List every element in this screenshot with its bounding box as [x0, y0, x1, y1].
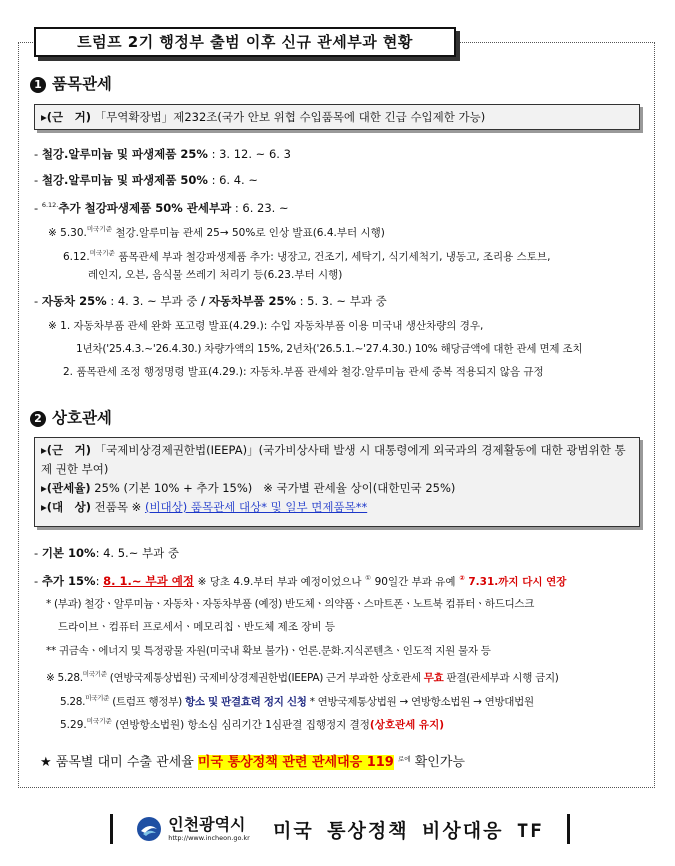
note-derivatives-added: 6.12.$^{미국기준}$ 품목관세 부과 철강파생제품 추가: 냉장고, 건조기, 세탁기, 식기세척기, 냉동고, 조리용 스토브, [63, 249, 551, 263]
item-base-10: - 기본 10%: 4. 5.~ 부과 중 [34, 546, 179, 560]
tariff-119-link[interactable]: 미국 통상정책 관련 관세대응 119 [197, 755, 394, 770]
note-auto-parts-1: ※ 1. 자동차부품 관세 완화 포고령 발표(4.29.): 수입 자동차부품 이용 미국내 생산차량의 경우, [48, 320, 484, 332]
basis-label: (근 거) [46, 110, 92, 124]
basis-text: 제232조(국가 안보 위협 수입품목에 대한 긴급 수입제한 가능) [173, 110, 486, 124]
note-court-2: 5.28.$^{미국기준}$ (트럼프 행정부) 항소 및 판결효력 정지 신청 * 연방국제통상법원 → 연방항소법원 → 연방대법원 [60, 694, 534, 708]
page-title: 트럼프 2기 행정부 출범 이후 신규 관세부과 현황 [34, 27, 456, 57]
basis-row: ▸(근 거) 「국제비상경제권한법(IEEPA)」(국가비상사태 발생 시 대통령에게 외국과의 경제활동에 대한 광범위한 통제 권한 부여) [41, 443, 626, 476]
incheon-emblem-icon [136, 816, 162, 842]
section-number-badge: 1 [30, 77, 46, 93]
item-steel-derivatives: - $^{6.12.}$추가 철강파생제품 50% 관세부과 : 6. 23. ~ [34, 201, 289, 215]
section-number-badge: 2 [30, 411, 46, 427]
section-2-heading [30, 406, 112, 428]
footer [110, 812, 570, 846]
note-auto-parts-2: 2. 품목관세 조정 행정명령 발표(4.29.): 자동차.부품 관세와 철강.알루미늄 관세 중복 적용되지 않음 규정 [63, 366, 544, 378]
item-auto: - 자동차 25% : 4. 3. ~ 부과 중 / 자동차부품 25% : 5. 3. ~ 부과 중 [34, 294, 387, 308]
note-court-3: 5.29.$^{미국기준}$ (연방항소법원) 항소심 심리기간 1심판결 집행정지 결정(상호관세 유지) [60, 717, 445, 731]
note-court-1: ※ 5.28.$^{미국기준}$ (연방국제통상법원) 국제비상경제권한법(IEEPA) 근거 부과한 상호관세 무효 판결(관세부과 시행 금지) [46, 670, 559, 684]
footer-divider-right [567, 814, 570, 844]
note-star-2: ** 귀금속ㆍ에너지 및 특정광물 자원(미국내 확보 불가)ㆍ언론.문화.지식콘텐츠ㆍ인도적 지원 물자 등 [46, 645, 491, 657]
section-1-basis-box: ▸(근 거) 「무역확장법」제232조(국가 안보 위협 수입품목에 대한 긴급 수입제한 가능) [34, 104, 640, 130]
section-2-basis-box [34, 437, 640, 527]
tf-name: 미국 통상정책 비상대응 TF [273, 819, 544, 842]
item-additional-15: - 추가 15%: 8. 1.~ 부과 예정 ※ 당초 4.9.부터 부과 예정이었으나 ① 90일간 부과 유예 ② 7.31.까지 다시 연장 [34, 574, 567, 588]
logo-name: 인천광역시 [168, 814, 246, 834]
incheon-logo [136, 816, 250, 842]
section-1-heading [30, 72, 112, 94]
note-derivatives-added-cont: 레인지, 오븐, 음식물 쓰레기 처리기 등(6.23.부터 시행) [88, 269, 343, 281]
note-star-1: * (부과) 철강ㆍ알루미늄ㆍ자동차ㆍ자동차부품 (예정) 반도체ㆍ의약품ㆍ스마트폰ㆍ노트북 컴퓨터ㆍ하드디스크 [46, 598, 535, 610]
target-row: ▸(대 상) 전품목 ※ (비대상) 품목관세 대상* 및 일부 면제품목** [41, 500, 368, 514]
section-title: 품목관세 [52, 75, 112, 93]
rate-row: ▸(관세율) 25% (기본 10% + 추가 15%) ※ 국가별 관세율 상이(대한민국 25%) [41, 481, 456, 495]
basis-law: 「무역확장법」 [94, 110, 174, 124]
note-auto-parts-1-cont: 1년차('25.4.3.~'26.4.30.) 차량가액의 15%, 2년차('26.5.1.~'27.4.30.) 10% 해당금액에 대한 관세 면제 조치 [76, 343, 583, 355]
note-star-1-cont: 드라이브ㆍ컴퓨터 프로세서ㆍ메모리칩ㆍ반도체 제조 장비 등 [58, 621, 336, 633]
star-icon: ★ [40, 755, 52, 770]
note-steel-raise: ※ 5.30.$^{미국기준}$ 철강.알루미늄 관세 25→ 50%로 인상 발표(6.4.부터 시행) [48, 225, 385, 239]
item-steel-50: - 철강.알루미늄 및 파생제품 50% : 6. 4. ~ [34, 173, 258, 187]
bottom-note: ★ 품목별 대미 수출 관세율 미국 통상정책 관련 관세대응 119 $^{로에}$ 확인가능 [40, 755, 465, 770]
footer-divider-left [110, 814, 113, 844]
item-steel-25: - 철강.알루미늄 및 파생제품 25% : 3. 12. ~ 6. 3 [34, 147, 291, 161]
section-title: 상호관세 [52, 409, 112, 427]
logo-url: http://www.incheon.go.kr [168, 833, 250, 842]
